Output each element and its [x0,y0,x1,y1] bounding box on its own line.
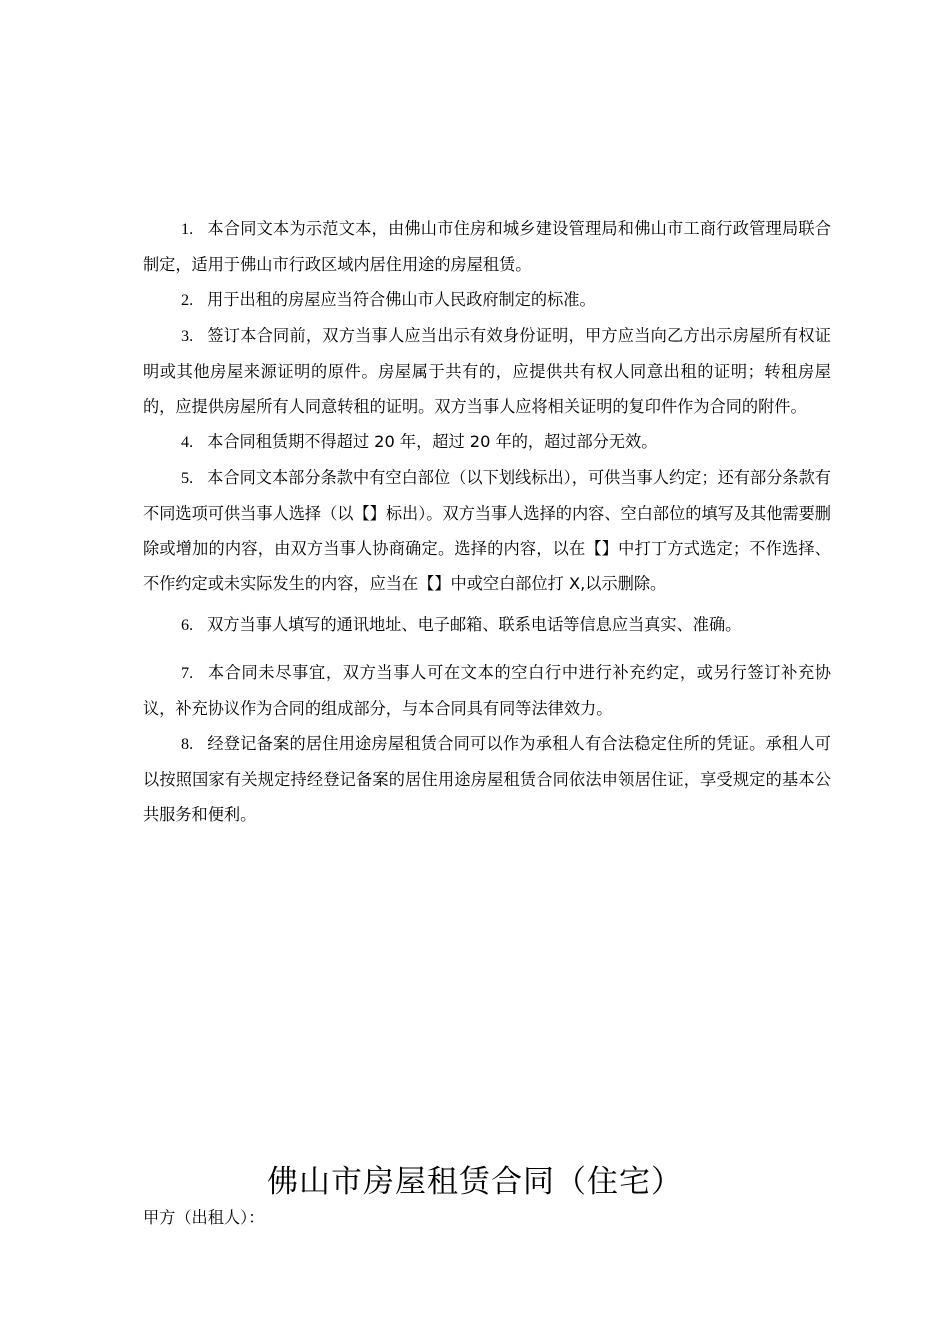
instruction-number: 5. [181,469,194,487]
party-a-label: 甲方（出租人）： [143,1208,265,1227]
instruction-number: 8. [181,735,194,753]
instruction-text: 签订本合同前，双方当事人应当出示有效身份证明，甲方应当向乙方出示房屋所有权证明或其他房屋来源证明的原件。房屋属于共有的，应提供共有权人同意出租的证明；转租房屋的，应提供房屋所有人同意转租的证明。双方当事人应将相关证明的复印件作为合同的附件。 [143,326,831,416]
instruction-number: 3. [181,327,194,345]
instruction-item-7 [143,655,831,726]
instruction-number: 7. [181,664,194,682]
contract-title: 佛山市房屋租赁合同（住宅） [267,1164,683,1200]
instruction-item-8 [143,726,831,832]
instruction-text: 双方当事人填写的通讯地址、电子邮箱、联系电话等信息应当真实、准确。 [207,615,742,634]
instruction-number: 4. [181,433,194,451]
instruction-item-5 [143,460,831,601]
instructions-list [143,211,831,832]
instruction-number: 2. [181,291,194,309]
instruction-text: 本合同文本部分条款中有空白部位（以下划线标出），可供当事人约定；还有部分条款有不同选项可供当事人选择（以【】标出）。双方当事人选择的内容、空白部位的填写及其他需要删除或增加的内容，由双方当事人协商确定。选择的内容，以在【】中打丁方式选定；不作选择、不作约定或未实际发生的内容，应当在【】中或空白部位打 X,以示删除。 [143,468,831,593]
instruction-item-2 [143,282,831,318]
instruction-item-4 [143,424,831,460]
instruction-text: 本合同文本为示范文本，由佛山市住房和城乡建设管理局和佛山市工商行政管理局联合制定，适用于佛山市行政区域内居住用途的房屋租赁。 [143,219,831,274]
instruction-number: 1. [181,220,194,238]
instruction-text: 经登记备案的居住用途房屋租赁合同可以作为承租人有合法稳定住所的凭证。承租人可以按照国家有关规定持经登记备案的居住用途房屋租赁合同依法申领居住证，享受规定的基本公共服务和便利。 [143,734,831,824]
instruction-text: 本合同租赁期不得超过 20 年，超过 20 年的，超过部分无效。 [207,432,658,451]
instruction-text: 用于出租的房屋应当符合佛山市人民政府制定的标准。 [207,290,596,309]
instruction-item-6 [143,607,831,643]
instruction-text: 本合同未尽事宜，双方当事人可在文本的空白行中进行补充约定，或另行签订补充协议，补充协议作为合同的组成部分，与本合同具有同等法律效力。 [143,663,831,718]
instruction-item-3 [143,318,831,424]
instruction-number: 6. [181,616,194,634]
instruction-item-1 [143,211,831,282]
